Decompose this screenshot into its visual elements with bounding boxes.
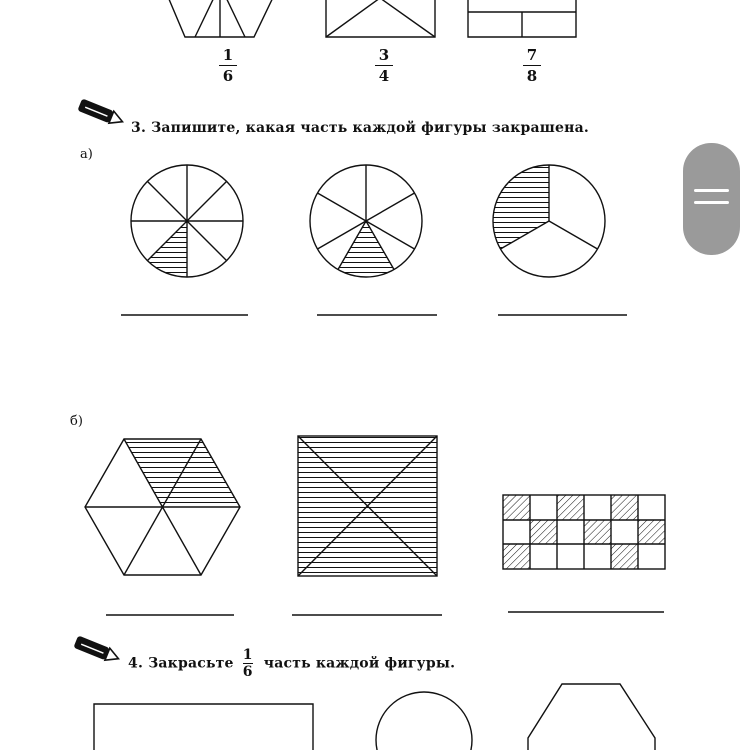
part-b-label: б)	[70, 414, 83, 429]
top-rectangle-partial	[468, 0, 576, 37]
task-3-title: 3. Запишите, какая часть каждой фигуры закрашена.	[131, 120, 589, 136]
handle-grip-line	[694, 189, 729, 192]
fraction-numerator: 3	[378, 46, 390, 64]
fraction-numerator: 1	[222, 46, 234, 64]
task4-rectangle[interactable]	[94, 704, 313, 750]
fraction-denominator: 6	[222, 67, 234, 85]
fraction-denominator: 8	[526, 67, 538, 85]
hexagon-sixths	[85, 439, 240, 575]
task4-hexagon[interactable]	[528, 684, 655, 750]
fraction-denominator: 4	[378, 67, 390, 85]
fraction-denominator: 6	[242, 664, 253, 680]
part-a-label: а)	[80, 147, 93, 162]
handle-grip-line	[694, 201, 729, 204]
circle-sixths	[310, 165, 422, 277]
fraction-numerator: 1	[242, 647, 253, 663]
task-4-text-after: часть каждой фигуры.	[263, 655, 456, 672]
top-hexagon-partial	[163, 0, 279, 37]
circle-thirds	[493, 165, 605, 277]
square-quarters	[298, 436, 437, 576]
task4-circle[interactable]	[376, 692, 472, 750]
pencil-icon	[77, 98, 125, 127]
grid-rectangle	[503, 495, 665, 569]
scroll-handle-icon[interactable]	[683, 143, 740, 255]
circle-eighths	[131, 165, 243, 277]
pencil-icon	[73, 635, 121, 664]
top-square-partial	[326, 0, 435, 37]
task-4-text-before: 4. Закрасьте	[128, 655, 234, 672]
fraction-numerator: 7	[526, 46, 538, 64]
